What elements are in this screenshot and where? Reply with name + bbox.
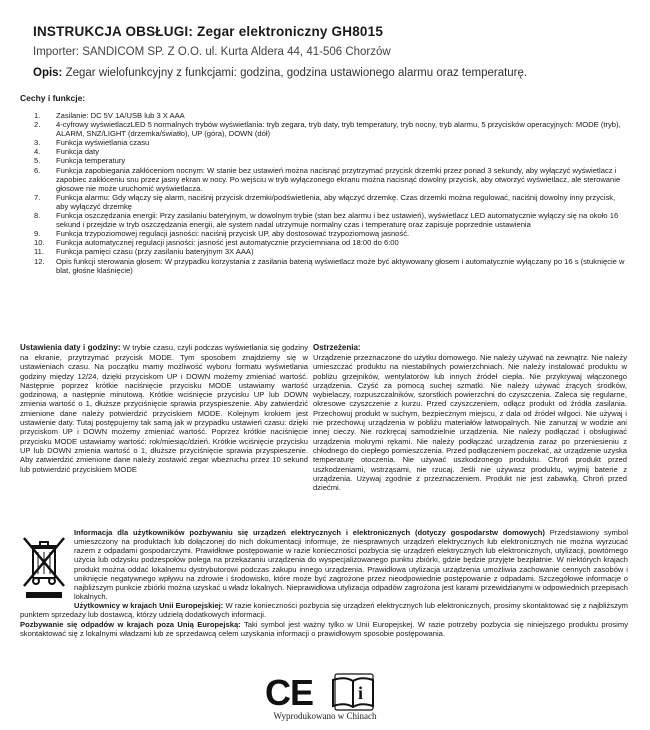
- warnings-title: Ostrzeżenia:: [313, 343, 361, 352]
- feature-number: 2.: [34, 120, 41, 130]
- product-description: [33, 67, 527, 79]
- feature-number: 8.: [34, 211, 41, 221]
- weee-paragraph: [20, 528, 628, 601]
- weee-eu-label: Użytkownicy w krajach Unii Europejskiej:: [74, 601, 224, 611]
- weee-text: Przedstawiony symbol umieszczony na produktach lub dołączonej do nich dokumentacji informuje, że niesprawnych urządzeń elektrycznych lub elektronicznych nie można wyrzucać razem z odpadami gospodarczymi. Prawidłowe postępowanie w razie konieczności pozbycia się urządzeń elektrycznych lub elektronicznych, utylizacji, powtórnego użycia lub odzysku podzespołów polega na przekazaniu urządzenia do wyspecjalizowanego punktu zbiórki, gdzie będzie przyjęte bezpłatnie. W niektórych krajach produkt można oddać lokalnemu dystrybutorowi podczas zakupu innego urządzenia. Prawidłowa utylizacja urządzenia umożliwia zachowanie cennych zasobów i uniknięcie negatywnego wpływu na zdrowie i środowisko, które może być zagrożone przez nieodpowiednie postępowanie z odpadami. Szczegółowe informacje o najbliższym punkcie zbiórki można uzyskać u władz lokalnych. Nieprawidłowa utylizacja odpadów zagrożona jest karami przewidzianymi w odpowiednich przepisach lokalnych.: [74, 528, 629, 602]
- feature-text: Funkcja temperatury: [56, 156, 126, 166]
- weee-eu-text: W razie konieczności pozbycia się urządzeń elektrycznych lub elektronicznych, prosimy skontaktować się z najbliższym punktem sprzedaży lub dostawcą, którzy udzielą dodatkowych informacji.: [20, 601, 628, 620]
- feature-number: 5.: [34, 156, 41, 166]
- feature-item: [34, 193, 626, 211]
- feature-item: [34, 166, 626, 193]
- importer-info: Importer: SANDICOM SP. Z O.O. ul. Kurta Aldera 44, 41-506 Chorzów: [33, 46, 391, 58]
- description-label: Opis:: [33, 67, 63, 79]
- warnings-text: Urządzenie przeznaczone do użytku domowego. Nie należy używać na zewnątrz. Nie należy umieszczać produktu na niestabilnych powierzchniach. Nie należy instalować produktu w pobliżu grzejników, wentylatorów lub innych źródeł ciepła. Nie przykrywaj włączonego urządzenia. Czyść za pomocą suchej szmatki. Nie należy używać żrących środków, wybielaczy, rozpuszczalników, szorstkich powierzchni do czyszczenia. Zaleca się regularne, okresowe czyszczenie z kurzu. Przed czyszczeniem, odłącz produkt od źródła zasilania. Przechowuj produkt w suchym, bezpiecznym miejscu, z dala od źródeł wilgoci. Nie używaj i nie przechowuj urządzenia w pobliżu materiałów łatwopalnych. Nie zanurzaj w wodzie ani innej cieczy. Nie rozkręcaj samodzielnie urządzenia. Nie należy podłączać i obsługiwać urządzenia mokrymi rękami. Nie należy podłączać urządzenia zaraz po przeniesieniu z chłodnego do ciepłego pomieszczenia. Przed podłączeniem poczekać, aż urządzenie uzyska temperaturę otoczenia. Nie używać uszkodzonego produktu. Chroń produkt przed uszkodzeniami, wstrząsami, nie rzucaj. Jeśli nie używasz produktu, wyjmij baterie z urządzenia. Używaj zgodnie z przeznaczeniem. Produkt nie jest zabawką. Chroń przed dziećmi.: [313, 353, 627, 493]
- feature-text: Opis funkcji sterowania głosem: W przypadku korzystania z zasilania baterią wyświetlacz może być aktywowany głosem i automatycznie wyłączany po 16 s (stuknięcie w blat, głośne klaśnięcie): [56, 256, 625, 275]
- feature-item: [34, 120, 626, 138]
- ce-mark-icon: [265, 672, 313, 712]
- feature-item: [34, 111, 626, 120]
- feature-item: [34, 229, 626, 238]
- feature-number: 6.: [34, 165, 41, 175]
- settings-title: Ustawienia daty i godziny:: [20, 343, 121, 352]
- made-in-label: Wyprodukowano w Chinach: [273, 711, 377, 721]
- feature-number: 3.: [34, 138, 41, 148]
- feature-number: 10.: [34, 238, 45, 248]
- read-manual-icon: [333, 674, 373, 710]
- description-text: Zegar wielofunkcyjny z funkcjami: godzina, godzina ustawionego alarmu oraz temperaturę.: [62, 67, 528, 79]
- feature-text: Funkcja oszczędzania energii: Przy zasilaniu bateryjnym, w dowolnym trybie (stan bez alarmu i bez ustawień), wyświetlacz LED automatycznie wyłączy się na około 16 sekund i przejdzie w tryb oszczędzania energii, ale system nadal utrzymuje normalny czas i temperaturę oraz zapisuje poprzednie ustawienia: [56, 211, 619, 230]
- crossed-bin-icon: [20, 534, 68, 604]
- settings-text: W trybie czasu, czyli podczas wyświetlania się godziny na ekranie, przytrzymać przycisk MODE. Tym sposobem znajdziemy się w ustawieniach czasu. Na początku mamy możliwość wyboru formatu wyświetlania godziny między 12/24, dzięki przyciskom UP i DOWN możemy zmieniać wartość. Następnie poprzez krótkie naciśnięcie przycisku MODE ustawiamy wartość godzinową, a następnie minutową. Krótkie wciśnięcie przycisku UP lub DOWN zmienia wartość o 1, dłuższe przyciśnięcie sprawia przyspieszenie. Aby zatwierdzić zmienione dane należy potwierdzić przyciskiem MODE. Kolejnym krokiem jest ustawienie daty. Tutaj postępujemy tak samą jak w przypadku ustawień czasu: dzięki przyciskom UP i DOWN możemy zmieniać wartość. Poprzez krótkie naciśnięcie przycisku MODE ustawiamy wartość: rok/miesiąc/dzień. Krótkie wciśnięcie przycisku UP lub DOWN zmienia wartość o 1, dłuższe przyciśnięcie sprawia przyspieszenie. Aby zatwierdzić zmienione dane należy zostawić zegar wbezruchu przez 10 sekund lub potwierdzić przyciskiem MODE: [20, 343, 309, 474]
- feature-text: Funkcja wyświetlania czasu: [56, 138, 150, 148]
- feature-item: [34, 211, 626, 229]
- weee-eu-paragraph: [20, 601, 628, 619]
- feature-text: Funkcja trzypoziomowej regulacji jasności: naciśnij przycisk UP, aby dostosować trzypoziomową jasność.: [56, 229, 410, 239]
- feature-text: Funkcja pamięci czasu (przy zasilaniu bateryjnym 3X AAA): [56, 247, 254, 257]
- svg-text:i: i: [358, 683, 364, 703]
- feature-item: [34, 257, 626, 275]
- feature-item: [34, 138, 626, 147]
- feature-text: Funkcja daty: [56, 147, 100, 157]
- feature-item: [34, 238, 626, 247]
- weee-outside-label: Pozbywanie się odpadów w krajach poza Unią Europejską:: [20, 619, 241, 629]
- feature-number: 9.: [34, 229, 41, 239]
- feature-number: 1.: [34, 111, 41, 120]
- feature-item: [34, 156, 626, 165]
- feature-number: 4.: [34, 147, 41, 157]
- feature-text: Zasilanie: DC 5V 1A/USB lub 3 X AAA: [56, 111, 185, 120]
- weee-outside-text: Taki symbol jest ważny tylko w Unii Europejskej. W razie potrzeby pozbycia się niniejszego produktu prosimy skontaktować się z lokalnymi władzami lub ze sprzedawcą celem uzyskania informacji o prawidłowym sposobie postępowania.: [20, 619, 628, 638]
- certification-marks: [265, 672, 385, 712]
- features-list: [34, 111, 626, 275]
- feature-item: [34, 247, 626, 256]
- settings-section: [20, 343, 308, 474]
- weee-title: Informacja dla użytkowników pozbywaniu się urządzeń elektrycznych i elektronicznych (dotyczy gospodarstw domowych): [74, 528, 545, 537]
- feature-text: Funkcja automatycznej regulacji jasności: jasność jest automatycznie przyciemniana od 18:00 do 6:00: [56, 238, 399, 248]
- feature-number: 11.: [34, 247, 44, 257]
- svg-text:CE: CE: [265, 672, 314, 712]
- feature-number: 7.: [34, 192, 41, 202]
- feature-text: Funkcja zapobiegania zakłóceniom nocnym: W stanie bez ustawień można nacisnąć przytrzymać przycisk drzemki przez ponad 3 sekundy, aby wyłączyć wyświetlacz i zapobiec zakłóceniu snu przez jasny ekran w nocy. Po wejściu w tryb wyłączonego ekranu można nacisnąć dowolny przycisk, aby otworzyć wyświetlacz, ale sterowanie głosowe nie może uruchomić wyświetlacza.: [56, 165, 621, 193]
- feature-text: 4-cyfrowy wyświetlaczLED 5 normalnych trybów wyświetlania: tryb zegara, tryb daty, tryb temperatury, tryb nocny, tryb alarmu, 5 przycisków operacyjnych: MODE (tryb), ALARM, SNZ/LIGHT (drzemka/światło), UP (góra), DOWN (dół): [56, 120, 621, 139]
- warnings-section: [313, 343, 627, 492]
- document-title: INSTRUKCJA OBSŁUGI: Zegar elektroniczny GH8015: [33, 24, 384, 39]
- weee-section: [20, 528, 628, 638]
- features-title: Cechy i funkcje:: [20, 93, 86, 103]
- weee-outside-paragraph: [20, 620, 628, 638]
- feature-text: Funkcja alarmu: Gdy włączy się alarm, naciśnij przycisk drzemki/podświetlenia, aby włączyć drzemkę. Czas drzemki można regulować, naciśnij dowolny inny przycisk, aby wyłączyć drzemkę: [56, 192, 616, 211]
- feature-number: 12.: [34, 256, 45, 266]
- feature-item: [34, 147, 626, 156]
